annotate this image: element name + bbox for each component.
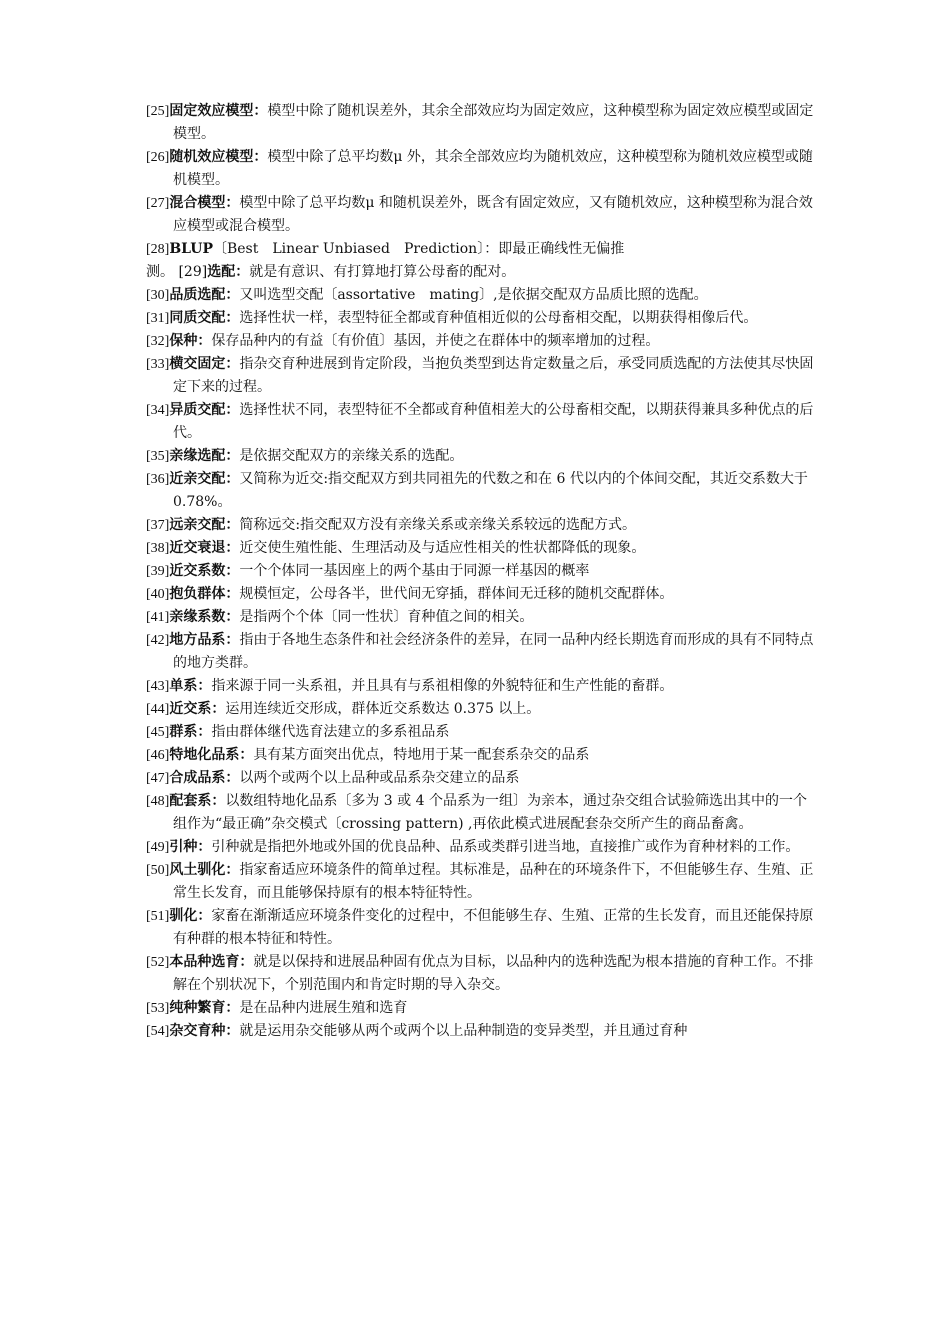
entry-number: [42] bbox=[146, 633, 170, 648]
entry-continuation: 测。 [29] bbox=[146, 264, 208, 280]
entry-definition: 选择性状不同，表型特征不全都或育种值相差大的公母畜相交配，以期获得兼具多种优点的后代。 bbox=[173, 402, 814, 441]
glossary-entry-46 bbox=[146, 744, 816, 767]
entry-term: 地方品系： bbox=[169, 632, 240, 648]
entry-definition: 指杂交育种进展到肯定阶段，当抱负类型到达肯定数量之后，承受同质选配的方法使其尽快固定下来的过程。 bbox=[173, 356, 814, 395]
entry-term: 同质交配： bbox=[169, 310, 240, 326]
glossary-entry-34 bbox=[146, 399, 816, 445]
entry-number: [37] bbox=[146, 518, 170, 533]
entry-term: 固定效应模型： bbox=[169, 103, 268, 119]
entry-number: [54] bbox=[146, 1024, 170, 1039]
entry-definition: 又简称为近交:指交配双方到共同祖先的代数之和在 6 代以内的个体间交配，其近交系数大于 0.78%。 bbox=[173, 471, 808, 510]
glossary-entry-26 bbox=[146, 146, 816, 192]
glossary-entry-25 bbox=[146, 100, 816, 146]
glossary-entry-27 bbox=[146, 192, 816, 238]
entry-number: [30] bbox=[146, 288, 170, 303]
glossary-entry-47 bbox=[146, 767, 816, 790]
entry-term: 品质选配： bbox=[169, 287, 240, 303]
entry-term: 保种： bbox=[169, 333, 212, 349]
entry-number: [49] bbox=[146, 840, 170, 855]
entry-definition: 模型中除了总平均数μ 和随机误差外，既含有固定效应，又有随机效应，这种模型称为混合效应模型或混合模型。 bbox=[173, 195, 813, 234]
entry-definition: 〔Best Linear Unbiased Prediction〕：即最正确线性无偏推 bbox=[212, 241, 625, 257]
entry-number: [50] bbox=[146, 863, 170, 878]
glossary-entry-31 bbox=[146, 307, 816, 330]
entry-definition: 就是运用杂交能够从两个或两个以上品种制造的变异类型，并且通过育种 bbox=[239, 1023, 688, 1039]
entry-term: BLUP bbox=[169, 241, 213, 257]
glossary-entry-32 bbox=[146, 330, 816, 353]
entry-term: 群系： bbox=[169, 724, 212, 740]
entry-definition: 规模恒定，公母各半，世代间无穿插，群体间无迁移的随机交配群体。 bbox=[239, 586, 674, 602]
entry-definition: 又叫选型交配〔assortative mating〕,是依据交配双方品质比照的选配。 bbox=[239, 287, 708, 303]
entry-definition: 引种就是指把外地或外国的优良品种、品系或类群引进当地，直接推广或作为育种材料的工作。 bbox=[211, 839, 800, 855]
entry-term: 驯化： bbox=[169, 908, 212, 924]
entry-number: [47] bbox=[146, 771, 170, 786]
entry-term: 近交衰退： bbox=[169, 540, 240, 556]
glossary-entry-45 bbox=[146, 721, 816, 744]
entry-term: 近交系数： bbox=[169, 563, 240, 579]
entry-term: 抱负群体： bbox=[169, 586, 240, 602]
entry-number: [35] bbox=[146, 449, 170, 464]
entry-term: 单系： bbox=[169, 678, 212, 694]
glossary-entry-44 bbox=[146, 698, 816, 721]
entry-definition: 以数组特地化品系〔多为 3 或 4 个品系为一组〕为亲本，通过杂交组合试验筛选出其中的一个组作为“最正确”杂交模式〔crossing pattern) ,再依此模式进展配套杂交所产生的商品畜禽。 bbox=[173, 793, 807, 832]
entry-number: [43] bbox=[146, 679, 170, 694]
entry-term: 近亲交配： bbox=[169, 471, 240, 487]
entry-number: [26] bbox=[146, 150, 170, 165]
entry-number: [34] bbox=[146, 403, 170, 418]
entry-definition: 就是有意识、有打算地打算公母畜的配对。 bbox=[249, 264, 516, 280]
glossary-entry-48 bbox=[146, 790, 816, 836]
entry-number: [44] bbox=[146, 702, 170, 717]
glossary-entry-40 bbox=[146, 583, 816, 606]
glossary-entry-51 bbox=[146, 905, 816, 951]
entry-number: [53] bbox=[146, 1001, 170, 1016]
entry-number: [36] bbox=[146, 472, 170, 487]
entry-number: [52] bbox=[146, 955, 170, 970]
entry-definition: 是依据交配双方的亲缘关系的选配。 bbox=[239, 448, 464, 464]
entry-number: [41] bbox=[146, 610, 170, 625]
entry-definition: 指家畜适应环境条件的简单过程。其标准是，品种在的环境条件下，不但能够生存、生殖、正常生长发育，而且能够保持原有的根本特征特性。 bbox=[173, 862, 814, 901]
entry-definition: 模型中除了随机误差外，其余全部效应均为固定效应，这种模型称为固定效应模型或固定模型。 bbox=[173, 103, 814, 142]
glossary-entry-52 bbox=[146, 951, 816, 997]
entry-definition: 是在品种内进展生殖和选育 bbox=[239, 1000, 408, 1016]
glossary-entry-42 bbox=[146, 629, 816, 675]
glossary-entry-49 bbox=[146, 836, 816, 859]
entry-definition: 模型中除了总平均数μ 外，其余全部效应均为随机效应，这种模型称为随机效应模型或随机模型。 bbox=[173, 149, 813, 188]
entry-term: 配套系： bbox=[169, 793, 226, 809]
glossary-entry-39 bbox=[146, 560, 816, 583]
entry-number: [32] bbox=[146, 334, 170, 349]
entry-term: 亲缘系数： bbox=[169, 609, 240, 625]
entry-term: 引种： bbox=[169, 839, 212, 855]
entry-term: 特地化品系： bbox=[169, 747, 254, 763]
entry-term: 杂交育种： bbox=[169, 1023, 240, 1039]
glossary-entry-36 bbox=[146, 468, 816, 514]
glossary-entry-41 bbox=[146, 606, 816, 629]
entry-definition: 以两个或两个以上品种或品系杂交建立的品系 bbox=[239, 770, 520, 786]
entry-term: 风土驯化： bbox=[169, 862, 240, 878]
glossary-entry-30 bbox=[146, 284, 816, 307]
entry-definition: 就是以保持和进展品种固有优点为目标，以品种内的选种选配为根本措施的育种工作。不排解在个别状况下，个别范围内和肯定时期的导入杂交。 bbox=[173, 954, 814, 993]
entry-term: 横交固定： bbox=[169, 356, 240, 372]
entry-term: 亲缘选配： bbox=[169, 448, 240, 464]
glossary-entry-54 bbox=[146, 1020, 816, 1043]
glossary-entry-33 bbox=[146, 353, 816, 399]
entry-term: 本品种选育： bbox=[169, 954, 254, 970]
glossary-entry-29 bbox=[146, 261, 816, 284]
entry-definition: 选择性状一样，表型特征全都或育种值相近似的公母畜相交配，以期获得相像后代。 bbox=[239, 310, 758, 326]
entry-term: 合成品系： bbox=[169, 770, 240, 786]
entry-number: [38] bbox=[146, 541, 170, 556]
entry-number: [27] bbox=[146, 196, 170, 211]
entry-term: 近交系： bbox=[169, 701, 226, 717]
glossary-entry-53 bbox=[146, 997, 816, 1020]
glossary-entry-28 bbox=[146, 238, 816, 261]
entry-number: [31] bbox=[146, 311, 170, 326]
entry-term: 远亲交配： bbox=[169, 517, 240, 533]
entry-number: [25] bbox=[146, 104, 170, 119]
entry-number: [45] bbox=[146, 725, 170, 740]
entry-number: [51] bbox=[146, 909, 170, 924]
entry-definition: 指由群体继代选育法建立的多系祖品系 bbox=[211, 724, 450, 740]
entry-definition: 指由于各地生态条件和社会经济条件的差异，在同一品种内经长期选育而形成的具有不同特点的地方类群。 bbox=[173, 632, 814, 671]
glossary-entry-35 bbox=[146, 445, 816, 468]
entry-definition: 指来源于同一头系祖，并且具有与系祖相像的外貌特征和生产性能的畜群。 bbox=[211, 678, 674, 694]
entry-term: 异质交配： bbox=[169, 402, 240, 418]
entry-term: 随机效应模型： bbox=[169, 149, 268, 165]
entry-definition: 一个个体同一基因座上的两个基由于同源一样基因的概率 bbox=[239, 563, 590, 579]
entry-number: [28] bbox=[146, 242, 170, 257]
entry-number: [46] bbox=[146, 748, 170, 763]
entry-number: [39] bbox=[146, 564, 170, 579]
entry-number: [40] bbox=[146, 587, 170, 602]
entry-definition: 简称远交:指交配双方没有亲缘关系或亲缘关系较远的选配方式。 bbox=[239, 517, 637, 533]
entry-definition: 家畜在渐渐适应环境条件变化的过程中，不但能够生存、生殖、正常的生长发育，而且还能保持原有种群的根本特征和特性。 bbox=[173, 908, 814, 947]
glossary-entry-37 bbox=[146, 514, 816, 537]
glossary-entry-43 bbox=[146, 675, 816, 698]
entry-term: 选配： bbox=[207, 264, 250, 280]
entry-definition: 是指两个个体〔同一性状〕育种值之间的相关。 bbox=[239, 609, 534, 625]
document-page bbox=[146, 100, 816, 1043]
entry-term: 纯种繁育： bbox=[169, 1000, 240, 1016]
entry-definition: 具有某方面突出优点，特地用于某一配套系杂交的品系 bbox=[253, 747, 590, 763]
entry-number: [48] bbox=[146, 794, 170, 809]
entry-definition: 保存品种内的有益〔有价值〕基因，并使之在群体中的频率增加的过程。 bbox=[211, 333, 660, 349]
glossary-entry-38 bbox=[146, 537, 816, 560]
entry-definition: 近交使生殖性能、生理活动及与适应性相关的性状都降低的现象。 bbox=[239, 540, 646, 556]
entry-definition: 运用连续近交形成，群体近交系数达 0.375 以上。 bbox=[225, 701, 541, 717]
entry-term: 混合模型： bbox=[169, 195, 240, 211]
entry-number: [33] bbox=[146, 357, 170, 372]
glossary-entry-50 bbox=[146, 859, 816, 905]
